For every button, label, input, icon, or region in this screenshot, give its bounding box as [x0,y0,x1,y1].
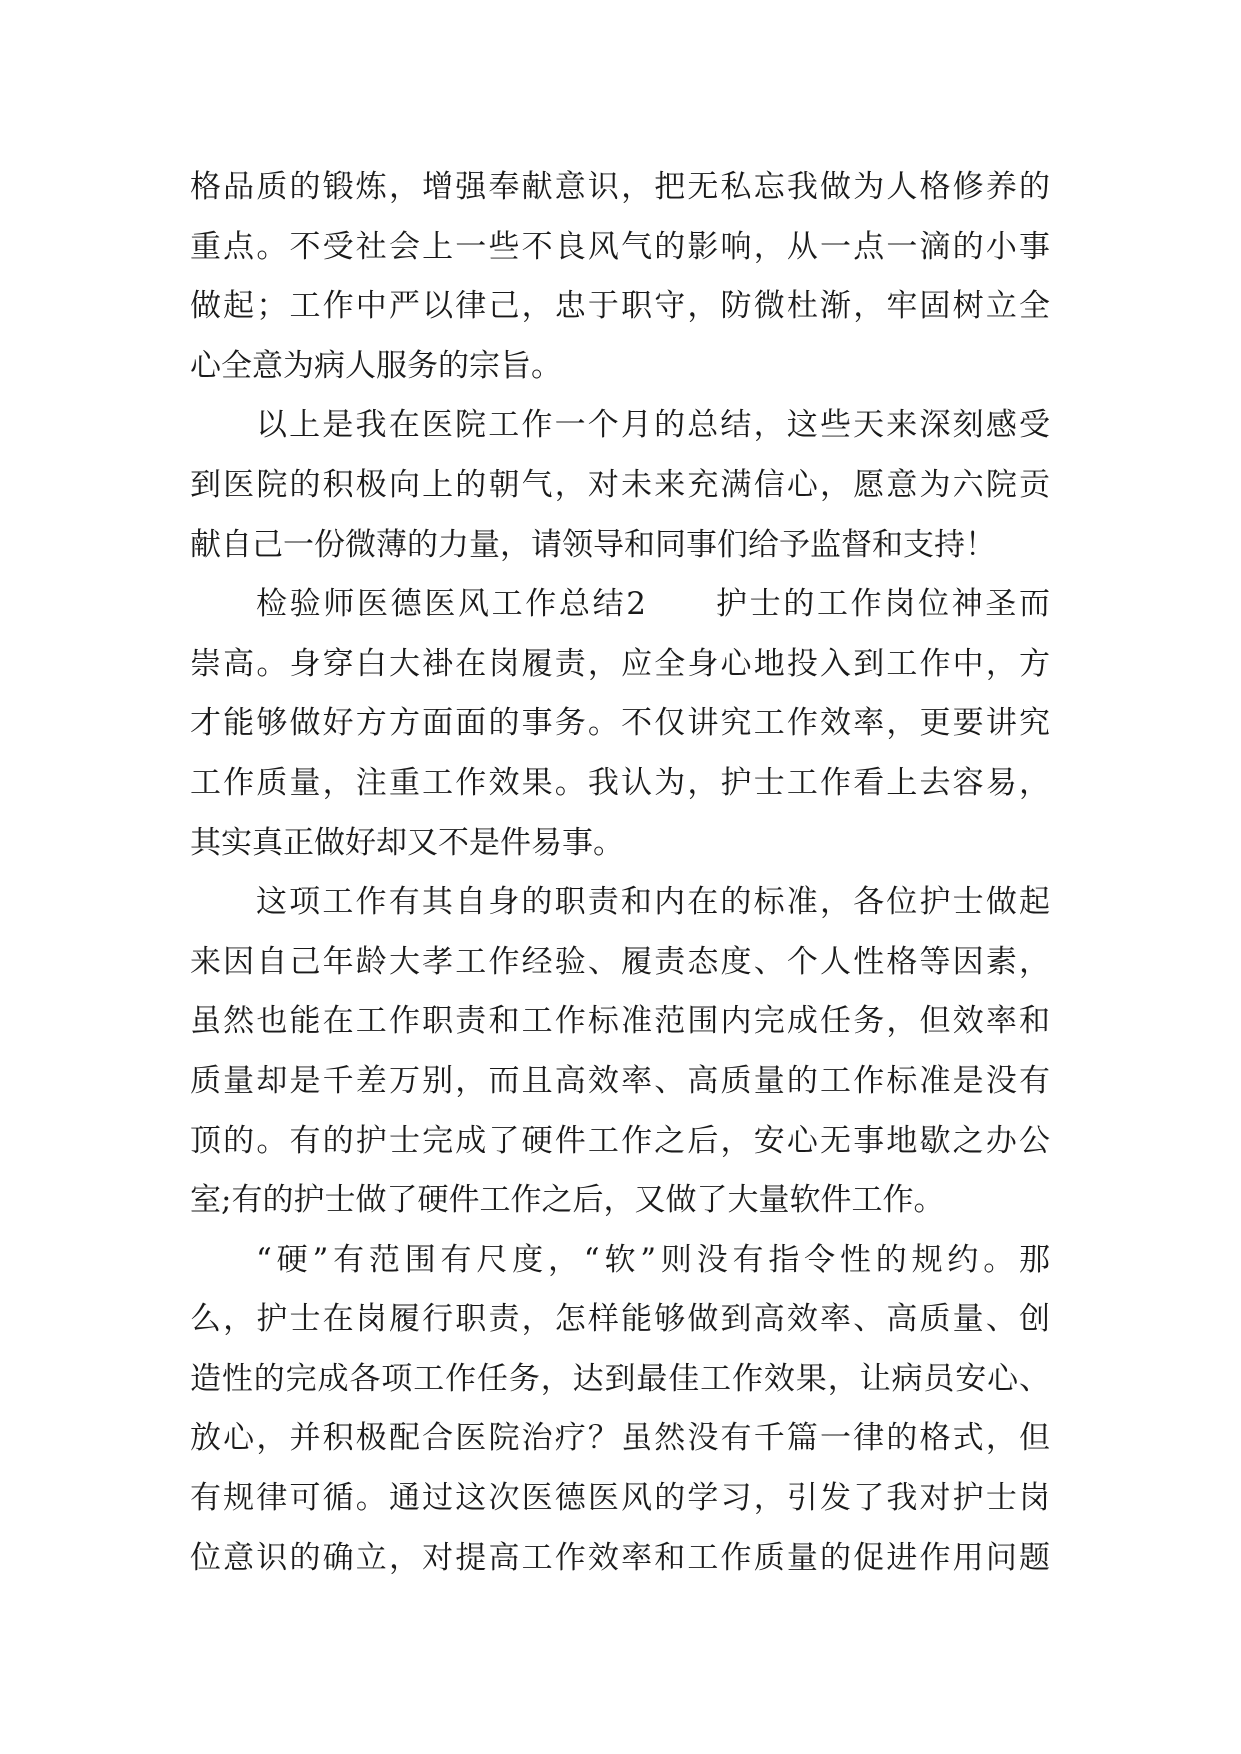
text-line: “硬”有范围有尺度，“软”则没有指令性的规约。那 [256,1241,1050,1278]
text-line: 放心，并积极配合医院治疗？虽然没有千篇一律的格式，但 [190,1420,1050,1457]
text-line: 有规律可循。通过这次医德医风的学习，引发了我对护士岗 [190,1480,1050,1517]
text-line: 来因自己年龄大孝工作经验、履责态度、个人性格等因素， [190,943,1050,980]
text-line: 其实真正做好却又不是件易事。 [190,824,624,861]
text-line: 献自己一份微薄的力量，请领导和同事们给予监督和支持！ [190,526,996,563]
text-line: 么，护士在岗履行职责，怎样能够做到高效率、高质量、创 [190,1301,1050,1338]
text-line: 这项工作有其自身的职责和内在的标准，各位护士做起 [256,884,1050,921]
document-body [190,158,1050,1588]
text-line: 格品质的锻炼，增强奉献意识，把无私忘我做为人格修养的 [190,169,1050,205]
text-line: 心全意为病人服务的宗旨。 [190,347,562,384]
text-line: 以上是我在医院工作一个月的总结，这些天来深刻感受 [256,407,1050,444]
text-line: 虽然也能在工作职责和工作标准范围内完成任务，但效率和 [190,1003,1050,1040]
text-line: 室;有的护士做了硬件工作之后，又做了大量软件工作。 [190,1182,945,1219]
text-line: 检验师医德医风工作总结2 护士的工作岗位神圣而 [256,586,1050,623]
text-line: 造性的完成各项工作任务，达到最佳工作效果，让病员安心、 [190,1360,1050,1397]
text-line: 顶的。有的护士完成了硬件工作之后，安心无事地歇之办公 [190,1122,1050,1159]
text-line: 做起；工作中严以律己，忠于职守，防微杜渐，牢固树立全 [190,288,1050,325]
text-line: 位意识的确立，对提高工作效率和工作质量的促进作用问题 [190,1539,1050,1576]
text-line: 到医院的积极向上的朝气，对未来充满信心，愿意为六院贡 [190,466,1050,503]
text-line: 才能够做好方方面面的事务。不仅讲究工作效率，更要讲究 [190,705,1050,742]
text-line: 重点。不受社会上一些不良风气的影响，从一点一滴的小事 [190,228,1050,265]
text-line: 工作质量，注重工作效果。我认为，护士工作看上去容易， [190,764,1050,801]
text-line: 崇高。身穿白大褂在岗履责，应全身心地投入到工作中，方 [190,645,1050,682]
text-line: 质量却是千差万别，而且高效率、高质量的工作标准是没有 [190,1062,1050,1099]
